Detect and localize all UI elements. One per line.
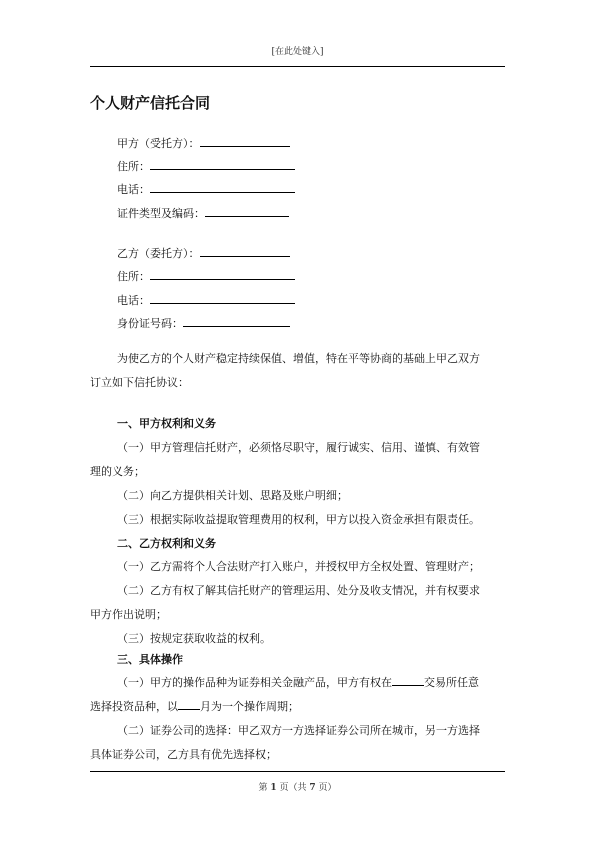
party-a-name-blank xyxy=(200,136,290,147)
section-3-item-1-line-1 xyxy=(90,671,506,695)
header-rule xyxy=(90,66,505,67)
section-1-item-1-line-1: （一）甲方管理信托财产，必须恪尽职守，履行诚实、信用、谨慎、有效管 xyxy=(117,441,480,454)
party-a-address-field xyxy=(117,159,295,174)
section-1-body xyxy=(90,436,506,532)
party-b-address-field xyxy=(117,269,295,284)
party-a-name-label: 甲方（受托方）： xyxy=(117,137,200,150)
section-3-item-1-text-b: 交易所任意 xyxy=(424,676,479,689)
party-b-name-field xyxy=(117,246,290,261)
section-3-body xyxy=(90,671,506,767)
intro-paragraph xyxy=(90,347,506,395)
section-2-heading: 二、乙方权利和义务 xyxy=(117,537,216,550)
footer-total-pages: 7 xyxy=(309,783,316,793)
party-a-phone-blank xyxy=(150,182,295,193)
section-1-item-3: （三）根据实际收益提取管理费用的权利，甲方以投入资金承担有限责任。 xyxy=(117,513,480,526)
cycle-months-blank xyxy=(178,699,200,710)
party-b-name-blank xyxy=(200,246,290,257)
section-1-item-1-line-2: 理的义务； xyxy=(90,465,145,478)
section-3-item-2-line-2: 具体证券公司，乙方具有优先选择权； xyxy=(90,748,277,761)
section-2-item-1: （一）乙方需将个人合法财产打入账户，并授权甲方全权处置、管理财产； xyxy=(117,560,480,573)
section-2-item-2-line-2: 甲方作出说明； xyxy=(90,608,167,621)
section-1-item-2: （二）向乙方提供相关计划、思路及账户明细； xyxy=(117,489,348,502)
footer-rule xyxy=(90,771,505,772)
section-3-item-2-line-1: （二）证券公司的选择：甲乙双方一方选择证券公司所在城市，另一方选择 xyxy=(117,724,480,737)
section-3-item-1-text-d: 月为一个操作周期； xyxy=(200,700,299,713)
party-a-id-label: 证件类型及编码： xyxy=(117,207,205,220)
footer-suffix: 页） xyxy=(315,783,337,793)
party-a-phone-field xyxy=(117,182,295,197)
party-b-id-field xyxy=(117,316,290,331)
section-3-item-1-text-c: 选择投资品种，以 xyxy=(90,700,178,713)
section-2-item-3: （三）按规定获取收益的权利。 xyxy=(117,632,271,645)
footer-prefix: 第 xyxy=(258,783,271,793)
page-footer xyxy=(0,780,595,793)
party-b-phone-blank xyxy=(150,293,295,304)
party-b-phone-field xyxy=(117,293,295,308)
footer-middle: 页（共 xyxy=(276,783,310,793)
party-a-phone-label: 电话： xyxy=(117,183,150,196)
party-a-id-blank xyxy=(205,206,289,217)
party-b-phone-label: 电话： xyxy=(117,294,150,307)
section-3-heading: 三、具体操作 xyxy=(117,653,183,666)
section-1-heading: 一、甲方权利和义务 xyxy=(117,417,216,430)
party-b-id-blank xyxy=(183,316,290,327)
party-a-name-field xyxy=(117,136,290,151)
party-a-address-blank xyxy=(150,159,295,170)
party-b-address-label: 住所： xyxy=(117,270,150,283)
document-title: 个人财产信托合同 xyxy=(90,94,211,112)
party-b-id-label: 身份证号码： xyxy=(117,317,183,330)
party-a-id-field xyxy=(117,206,289,221)
exchange-blank xyxy=(392,675,424,686)
section-3-item-1-line-2 xyxy=(90,695,506,719)
section-2-item-2-line-1: （二）乙方有权了解其信托财产的管理运用、处分及收支情况，并有权要求 xyxy=(117,584,480,597)
party-a-address-label: 住所： xyxy=(117,160,150,173)
footer-page-number: 1 xyxy=(270,783,277,793)
party-b-address-blank xyxy=(150,269,295,280)
intro-line-2: 订立如下信托协议： xyxy=(90,376,189,389)
section-3-item-1-text-a: （一）甲方的操作品种为证券相关金融产品，甲方有权在 xyxy=(117,676,392,689)
intro-line-1: 为使乙方的个人财产稳定持续保值、增值，特在平等协商的基础上甲乙双方 xyxy=(117,352,480,365)
section-2-body xyxy=(90,555,506,651)
page-header-placeholder: [在此处键入] xyxy=(271,47,324,57)
party-b-name-label: 乙方（委托方）： xyxy=(117,247,200,260)
